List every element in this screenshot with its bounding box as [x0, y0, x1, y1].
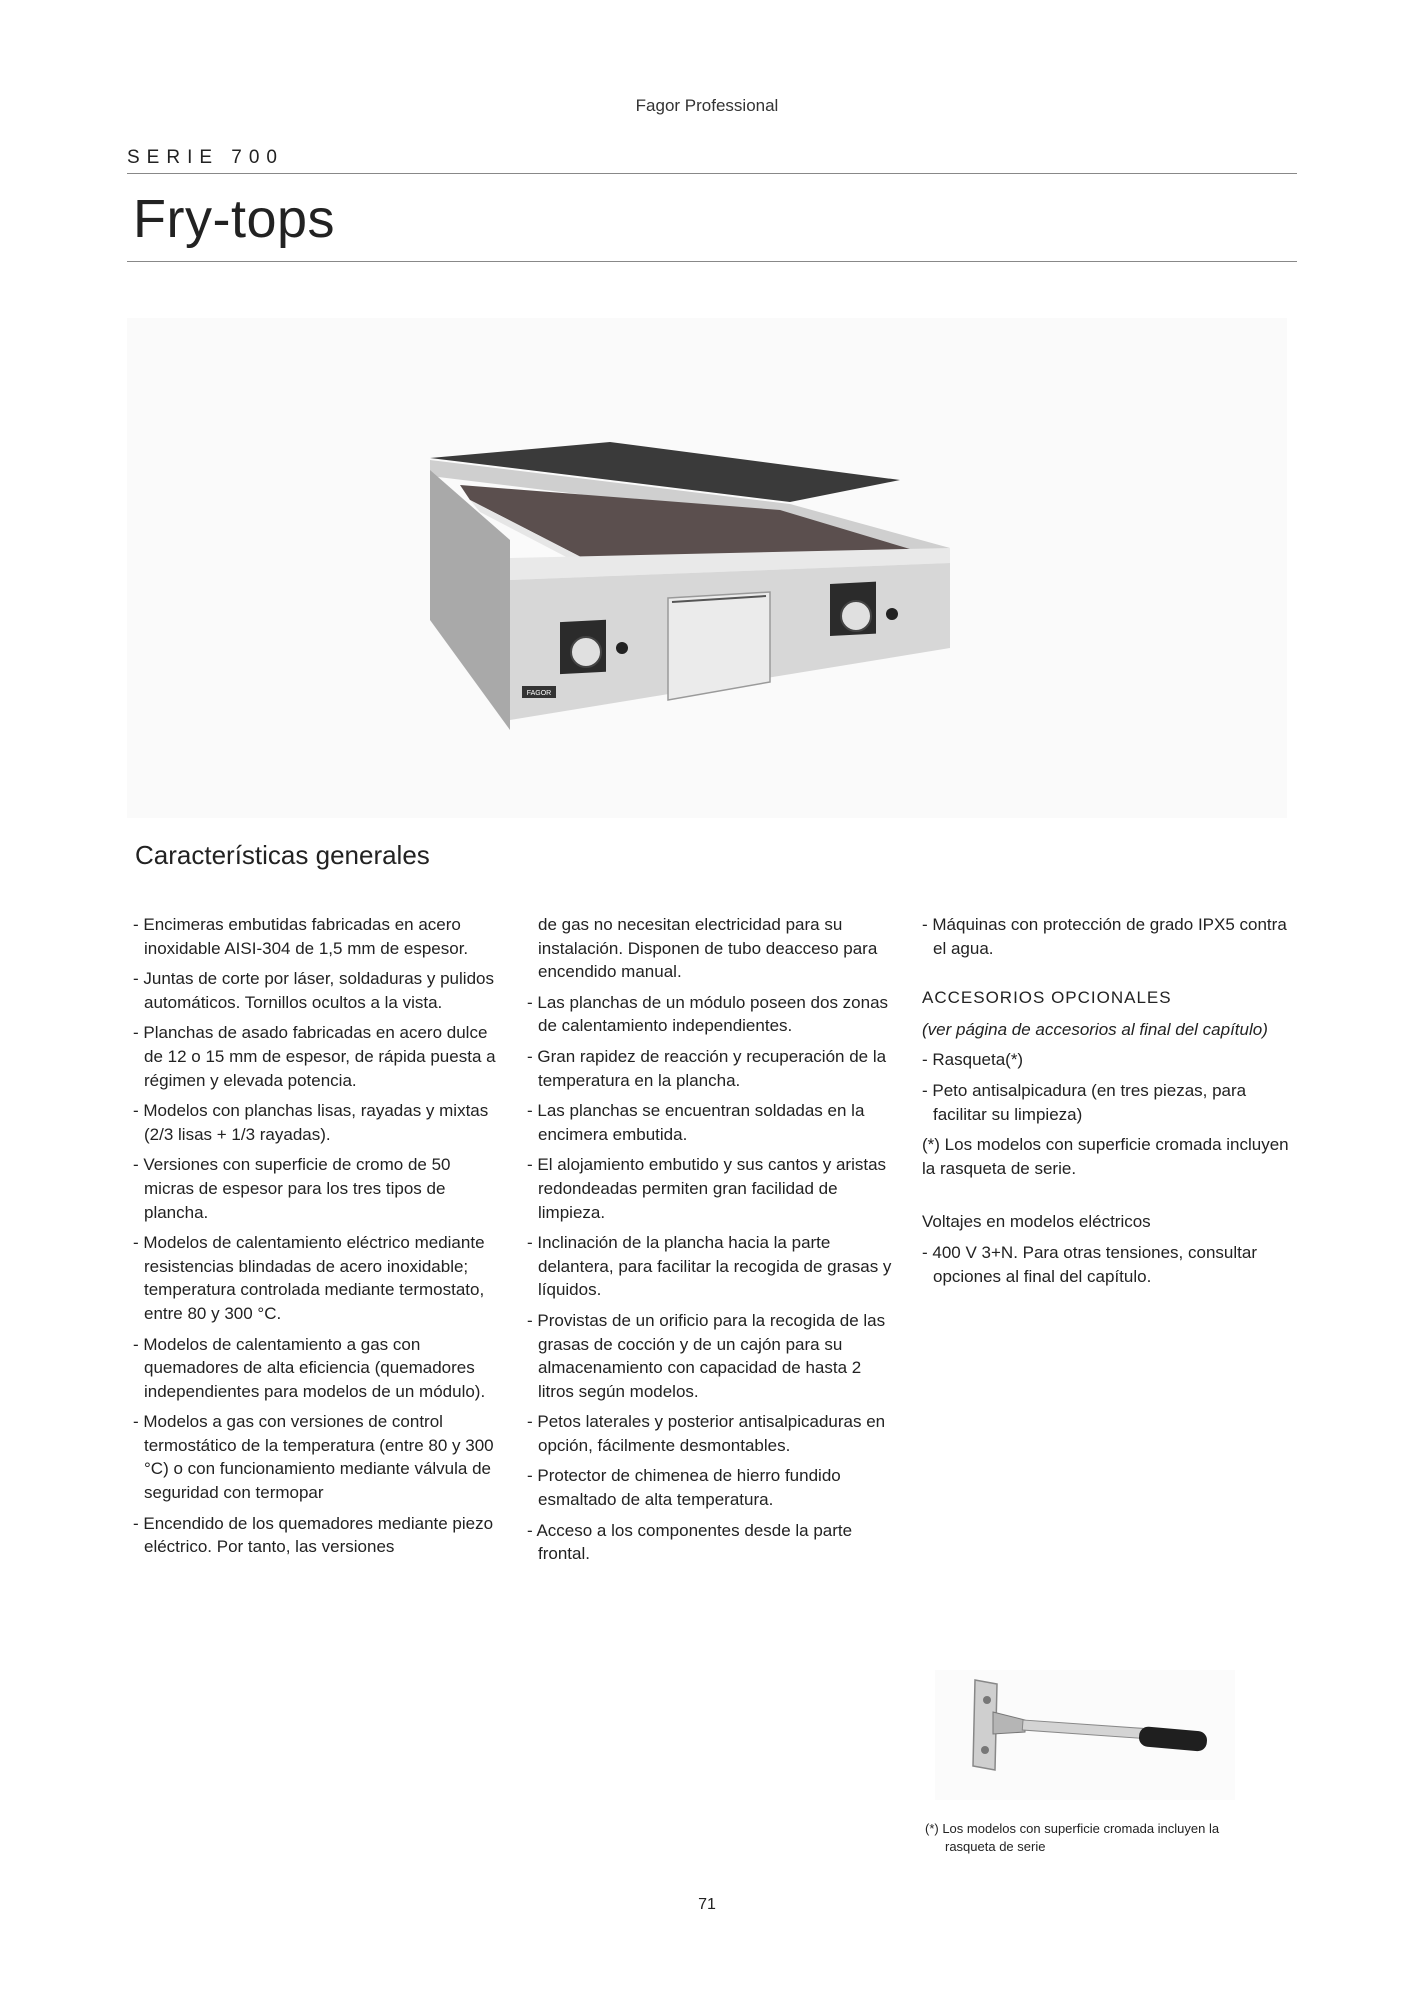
control-knob-left	[571, 637, 601, 667]
feature-item: - Modelos de calentamiento a gas con quemadores de alta eficiencia (quemadores independientes para modelos de un módulo).	[133, 1334, 486, 1401]
accessories-heading: ACCESORIOS OPCIONALES	[922, 988, 1172, 1008]
feature-item: - Gran rapidez de reacción y recuperación de la temperatura en la plancha.	[527, 1046, 887, 1090]
accessories-subheading: (ver página de accesorios al final del capítulo)	[922, 1019, 1268, 1039]
accessory-item: - Peto antisalpicadura (en tres piezas, para facilitar su limpieza)	[922, 1080, 1247, 1124]
feature-item: - Máquinas con protección de grado IPX5 contra el agua.	[922, 915, 1287, 958]
brand-header: Fagor Professional	[635, 96, 779, 115]
accessory-item: - Rasqueta(*)	[922, 1050, 1024, 1070]
feature-item: - Inclinación de la plancha hacia la parte delantera, para facilitar la recogida de grasas y líquidos.	[527, 1233, 892, 1300]
voltage-item: - 400 V 3+N. Para otras tensiones, consultar opciones al final del capítulo.	[922, 1242, 1257, 1286]
feature-item: - Modelos de calentamiento eléctrico mediante resistencias blindadas de acero inoxidable; temperatura controlada mediante termostato, entre 80 y 300 °C.	[133, 1233, 485, 1323]
feature-item: - Encimeras embutidas fabricadas en acero inoxidable AISI-304 de 1,5 mm de espesor.	[133, 915, 469, 958]
feature-item: - Provistas de un orificio para la recogida de las grasas de cocción y de un cajón para su almacenamiento con capacidad de hasta 2 litros según modelos.	[527, 1310, 886, 1401]
feature-item: - Encendido de los quemadores mediante piezo eléctrico. Por tanto, las versiones	[133, 1513, 494, 1557]
feature-item-continuation: de gas no necesitan electricidad para su instalación. Disponen de tubo deacceso para encendido manual.	[538, 915, 878, 982]
feature-item: - Modelos con planchas lisas, rayadas y mixtas (2/3 lisas + 1/3 rayadas).	[133, 1101, 489, 1144]
divider	[127, 173, 1297, 174]
page-number: 71	[698, 1896, 716, 1913]
feature-item: - Protector de chimenea de hierro fundido esmaltado de alta temperatura.	[527, 1466, 841, 1510]
accessory-note: (*) Los modelos con superficie cromada incluyen la rasqueta de serie.	[922, 1135, 1289, 1178]
voltage-heading: Voltajes en modelos eléctricos	[922, 1212, 1151, 1232]
feature-item: - El alojamiento embutido y sus cantos y aristas redondeadas permiten gran facilidad de limpieza.	[527, 1155, 887, 1222]
features-column-1	[133, 913, 503, 1566]
feature-item: - Petos laterales y posterior antisalpicaduras en opción, fácilmente desmontables.	[527, 1412, 886, 1455]
scraper-shaft	[1022, 1720, 1142, 1738]
feature-item: - Las planchas se encuentran soldadas en la encimera embutida.	[527, 1101, 865, 1144]
feature-item: - Juntas de corte por láser, soldaduras y pulidos automáticos. Tornillos ocultos a la vista.	[133, 969, 494, 1012]
page-title: Fry-tops	[133, 189, 336, 249]
feature-item: - Modelos a gas con versiones de control termostático de la temperatura (entre 80 y 300 °C) o con funcionamiento mediante válvula de seguridad con termopar	[133, 1412, 494, 1503]
feature-item: - Versiones con superficie de cromo de 50 micras de espesor para los tres tipos de plancha.	[133, 1155, 451, 1222]
series-label: SERIE 700	[127, 147, 284, 168]
control-knob-right	[841, 601, 871, 631]
feature-item: - Acceso a los componentes desde la parte frontal.	[527, 1520, 853, 1564]
indicator-left	[616, 642, 628, 654]
scraper-image	[935, 1670, 1235, 1800]
accessory-caption: (*) Los modelos con superficie cromada incluyen la rasqueta de serie	[925, 1821, 1220, 1854]
scraper-handle	[1138, 1726, 1207, 1752]
fry-top-image	[410, 420, 970, 740]
feature-item: - Planchas de asado fabricadas en acero dulce de 12 o 15 mm de espesor, de rápida puesta a régimen y elevada potencia.	[133, 1023, 496, 1090]
features-column-3	[922, 913, 1292, 1295]
divider	[127, 261, 1297, 262]
brand-logo-text: FAGOR	[526, 690, 552, 697]
indicator-right	[886, 608, 898, 620]
feature-item: - Las planchas de un módulo poseen dos zonas de calentamiento independientes.	[527, 992, 889, 1036]
grease-drawer	[668, 592, 770, 700]
section-title: Características generales	[135, 840, 430, 870]
scraper-photo-background	[935, 1670, 1235, 1800]
features-column-2	[527, 913, 897, 1573]
